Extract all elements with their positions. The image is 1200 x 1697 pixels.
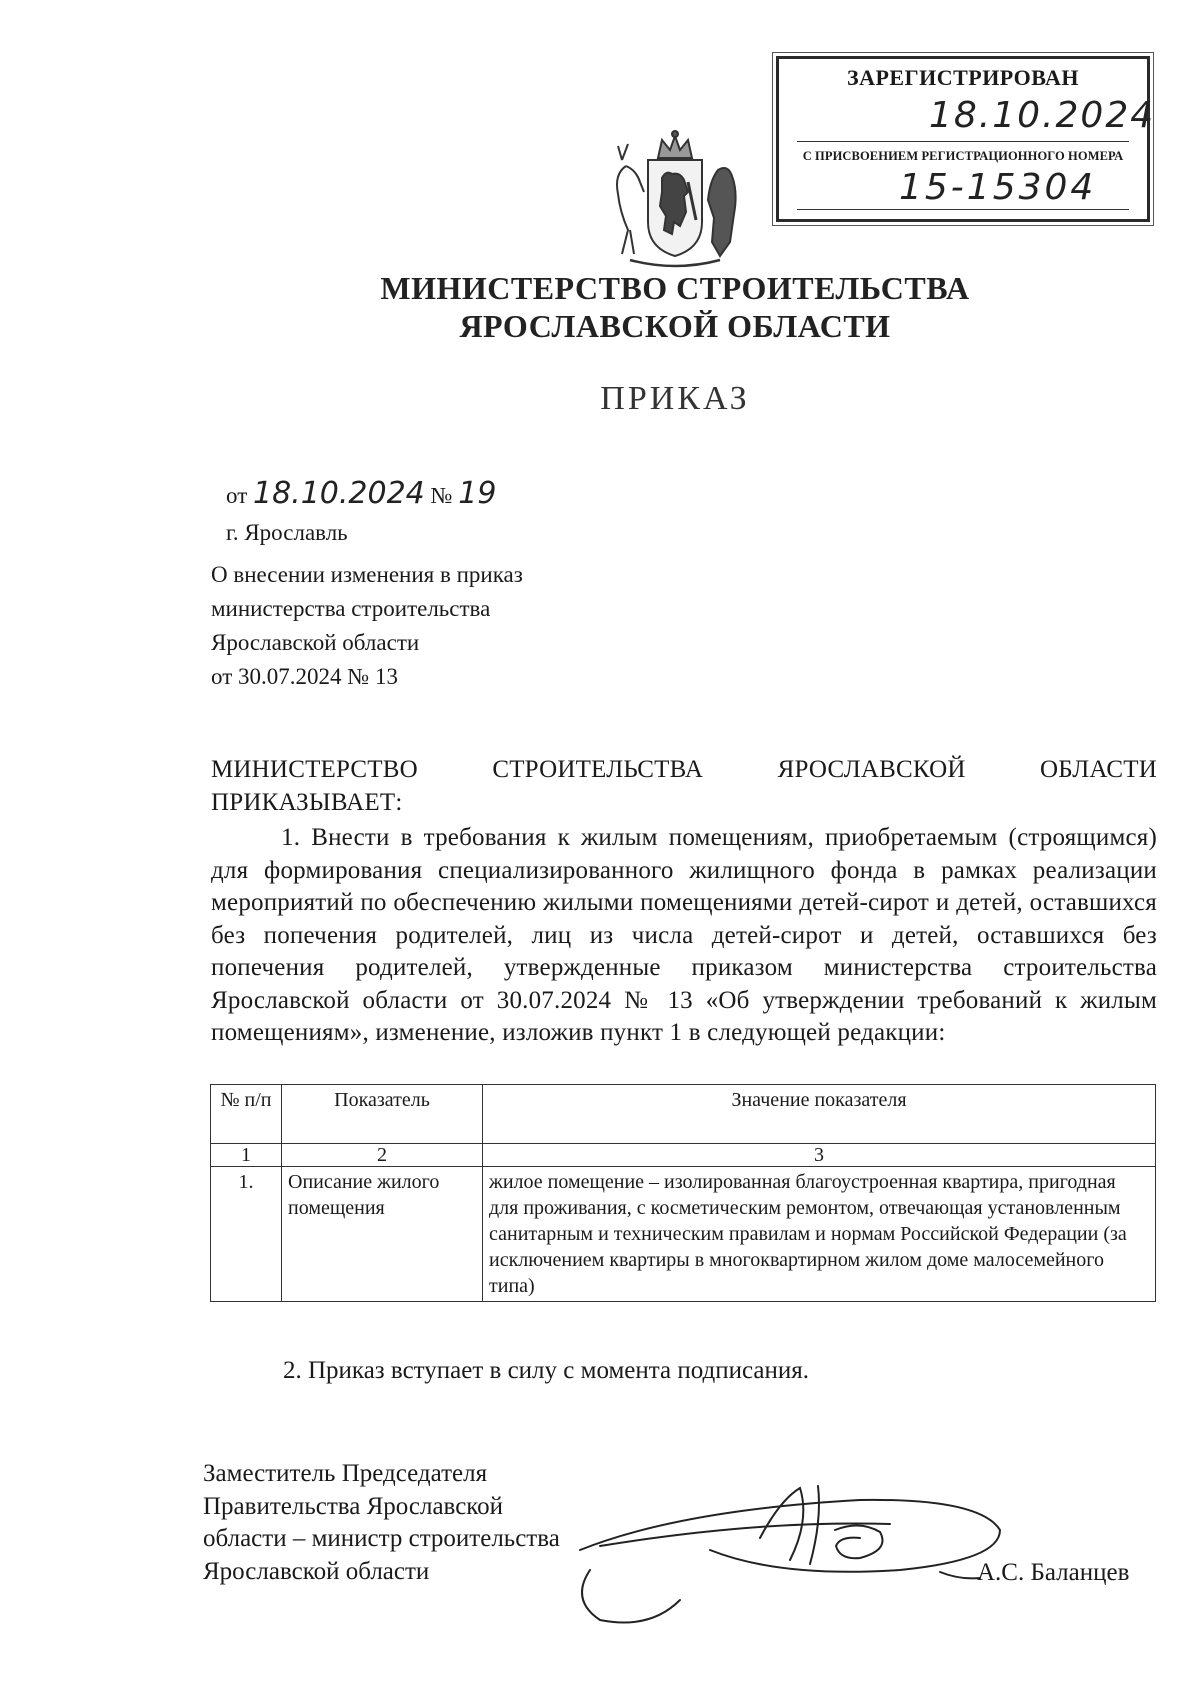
subject-line: от 30.07.2024 № 13 — [211, 664, 398, 689]
stamp-divider — [797, 209, 1129, 210]
table-cell: 3 — [483, 1144, 1156, 1167]
table-header-cell: Значение показателя — [483, 1085, 1156, 1144]
preamble-line1: МИНИСТЕРСТВО СТРОИТЕЛЬСТВА ЯРОСЛАВСКОЙ ОБЛАСТИ — [211, 756, 1157, 783]
number-label: № — [430, 483, 453, 508]
signer-name: А.С. Баланцев — [977, 1559, 1130, 1586]
handwritten-signature — [560, 1480, 1030, 1630]
preamble-line2: ПРИКАЗЫВАЕТ: — [211, 789, 403, 816]
signatory-position — [203, 1458, 560, 1588]
paragraph-1: 1. Внести в требования к жилым помещениям, приобретаемым (строящимся) для формирования специализированного жилищного фонда в рамках реализации мероприятий по обеспечению жилыми помещениями детей-сирот и детей, оставшихся без попечения родителей, лиц из числа детей-сирот и детей, оставшихся без попечения родителей, утвержденные приказом министерства строительства Ярославской области от 30.07.2024 № 13 «Об утверждении требований к жилым помещениям», изменение, изложив пункт 1 в следующей редакции: — [211, 824, 1157, 1046]
table-cell: жилое помещение – изолированная благоустроенная квартира, пригодная для проживания, с косметическим ремонтом, отвечающая установленным санитарным и техническим правилам и нормам Российской Федерации (за исключением квартиры в многоквартирном жилом доме малосемейного типа) — [483, 1167, 1156, 1302]
ministry-name-line2: ЯРОСЛАВСКОЙ ОБЛАСТИ — [459, 308, 891, 344]
order-number: 19 — [458, 476, 497, 511]
table-header-row — [211, 1085, 1156, 1144]
table-numbering-row — [211, 1144, 1156, 1167]
subject-line: министерства строительства — [211, 596, 491, 621]
table-cell: Описание жилого помещения — [282, 1167, 483, 1302]
position-line: области – министр строительства — [203, 1525, 560, 1552]
ministry-name-line1: МИНИСТЕРСТВО СТРОИТЕЛЬСТВА — [380, 270, 970, 306]
stamp-number: 15-15304 — [899, 167, 1097, 208]
stamp-date: 18.10.2024 — [929, 95, 1156, 136]
city: г. Ярославль — [226, 520, 348, 545]
position-line: Правительства Ярославской — [203, 1492, 504, 1520]
document-type-title: ПРИКАЗ — [600, 380, 750, 417]
coat-of-arms-icon — [600, 130, 750, 270]
subject-line: Ярославской области — [211, 630, 420, 655]
stamp-title: ЗАРЕГИСТРИРОВАН — [846, 65, 1080, 90]
order-date: 18.10.2024 — [253, 476, 425, 511]
registration-stamp — [776, 56, 1156, 222]
from-label: от — [226, 483, 248, 508]
stamp-subtitle: С ПРИСВОЕНИЕМ РЕГИСТРАЦИОННОГО НОМЕРА — [802, 149, 1124, 163]
order-date-line — [226, 476, 496, 511]
table-cell: 2 — [282, 1144, 483, 1167]
table-row — [211, 1167, 1156, 1302]
requirements-table — [210, 1084, 1156, 1302]
position-line: Ярославской области — [203, 1557, 430, 1585]
table-cell: 1 — [211, 1144, 282, 1167]
paragraph-2: 2. Приказ вступает в силу с момента подписания. — [283, 1357, 809, 1384]
table-header-cell: № п/п — [211, 1085, 282, 1144]
position-line: Заместитель Председателя — [203, 1460, 488, 1487]
stamp-divider — [797, 141, 1129, 142]
order-subject — [211, 558, 711, 694]
subject-line: О внесении изменения в приказ — [211, 562, 523, 587]
table-header-cell: Показатель — [282, 1085, 483, 1144]
table-cell: 1. — [211, 1167, 282, 1302]
